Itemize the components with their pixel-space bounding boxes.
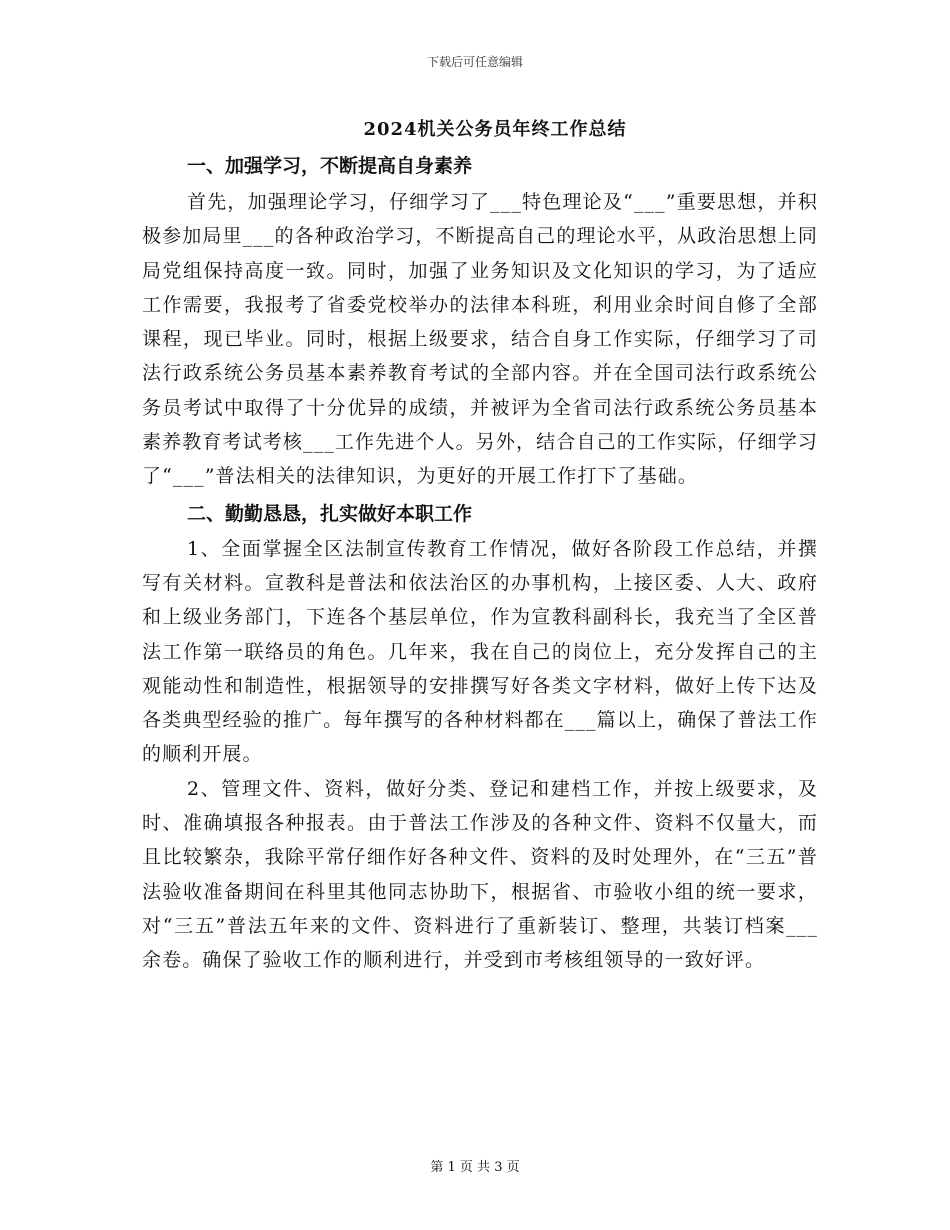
page-indicator: 第 1 页 共 3 页 (430, 1160, 520, 1175)
section-2-heading: 二、勤勤恳恳，扎实做好本职工作 (187, 502, 473, 525)
section-1-heading: 一、加强学习，不断提高自身素养 (187, 155, 473, 177)
section-1-paragraph-1: 首先，加强理论学习，仔细学习了___特色理论及“___”重要思想，并积极参加局里___的各种政治学习，不断提高自己的理论水平，从政治思想上同局党组保持高度一致。同时，加强了业务知识及文化知识的学习，为了适应工作需要，我报考了省委党校举办的法律本科班，利用业余时间自修了全部课程，现已毕业。同时，根据上级要求，结合自身工作实际，仔细学习了司法行政系统公务员基本素养教育考试的全部内容。并在全国司法行政系统公务员考试中取得了十分优异的成绩，并被评为全省司法行政系统公务员基本素养教育考试考核___工作先进个人。另外，结合自己的工作实际，仔细学习了“___”普法相关的法律知识，为更好的开展工作打下了基础。 (142, 191, 818, 488)
document-body (142, 148, 818, 978)
section-2-paragraph-1: 1、全面掌握全区法制宣传教育工作情况，做好各阶段工作总结，并撰写有关材料。宣教科是普法和依法治区的办事机构，上接区委、人大、政府和上级业务部门，下连各个基层单位，作为宣教科副科长，我充当了全区普法工作第一联络员的角色。几年来，我在自己的岗位上，充分发挥自己的主观能动性和制造性，根据领导的安排撰写好各类文字材料，做好上传下达及各类典型经验的推广。每年撰写的各种材料都在___篇以上，确保了普法工作的顺利开展。 (142, 537, 818, 766)
section-2-paragraph-2: 2、管理文件、资料，做好分类、登记和建档工作，并按上级要求，及时、准确填报各种报表。由于普法工作涉及的各种文件、资料不仅量大，而且比较繁杂，我除平常仔细作好各种文件、资料的及时处理外，在“三五”普法验收准备期间在科里其他同志协助下，根据省、市验收小组的统一要求，对“三五”普法五年来的文件、资料进行了重新装订、整理，共装订档案___余卷。确保了验收工作的顺利进行，并受到市考核组领导的一致好评。 (142, 777, 818, 972)
header-note: 下载后可任意编辑 (426, 55, 523, 69)
document-title: 2024机关公务员年终工作总结 (363, 119, 627, 140)
